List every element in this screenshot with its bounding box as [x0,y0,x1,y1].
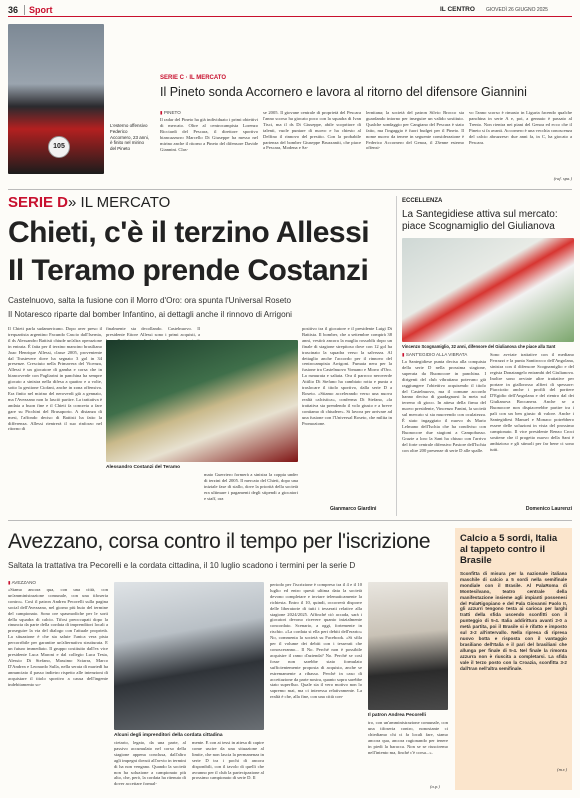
bottom-story-subhead: Saltata la trattativa tra Pecorelli e la cordata cittadina, il 10 luglio scadono i termini per la serie D [8,561,356,570]
main-story-subhead-2: Il Notaresco riparte dal bomber Infantino, ai dettagli anche il rinnovo di Arrigoni [8,310,292,319]
page-number: 36 [8,5,19,15]
bottom-story-signature: (a.p.) [430,784,440,789]
bottom-story-headline: Avezzano, corsa contro il tempo per l'iscrizione [8,530,431,553]
main-story-col1: Il Chieti parla sudamericano. Dopo aver preso il trequartista argentino Facundo Cascio dall'Isernia, il ds Alessandro Battisti chiude un'altra operazione in entrata. È fatta per il terzino mancino brasiliano Joao Henrique Allessi, classe 2005, proveniente dal Trastevere dove ha segnato 3 gol in 34 presenze. Cresciuto nella Primavera del Vicenza, Allessi è un giocatore di gamba e corsa che in biancoverde con Pagliarini in panchina ha sempre giocato a sinistra nella difesa a quattro e a volte, sotto la gestione Ciofani, anche in zona offensiva. Era finito nel mirino del neroverdi già a gennaio, ma l'Avezzano non lo lasciò partire. La trattativa è andata a buon fine e il Chieti fa concreta a fare gare su Picchini del Brusaporto. A distanza di mesi, l'affondo deciso di Battisti ha fatto la differenza. Allessi rientrerà il suo rinforzo nel ritorno di [8,326,102,432]
header-date: GIOVEDÌ 26 GIUGNO 2025 [486,7,548,13]
bottom-story-photo-2 [368,582,448,710]
side-story-headline: La Santegidiese attiva sul mercato: piace Scognamiglio del Giulianova [402,209,558,232]
main-story-headline-1: Chieti, c'è il terzino Allessi [8,216,370,249]
side-divider [396,196,397,516]
bottom-story-col1: «Siamo ancora qua, con una città, con un'amministrazione comunale, con una tifoseria contro». Così il patron Andrea Pecorelli sulla pagina social dell'Avezzano, nel giorno più buio del termine del campionato. Sono ore spasmodiche per le sorti della squadra di calcio. Tifosi preoccupati dopo la rinuncia da parte della cordata di imprenditori locali a proseguire la via del dialogo con l'attuale proprietà. La situazione è che sta salute l'unica vera pista percorribile per garantire un'alternativa strutturata. E un futuro immediato. Il gruppo costituito dall'ex vice presidente Luca Maroni e dal collegio Luca Testa, Alessio Di Stefano, Massimo Sciarra, Marco D'Andrea e Leonardo Sulla, nella serata di martedì ha annunciato il passo indietro rispetto alle intenzioni di acquistare il titolo sportivo a causa dell'ingente indebitamento so- [8,587,108,687]
sidebar-box-body: Sconfitta di misura per la nazionale italiana maschile di calcio a 5 sordi nella semifinale mondiale con il Brasile. Al PalaRoma di Montesilvano, teatro centrale della manifestazione insieme agli impianti possenesi del PalaRigopiano e del Pala Giovanni Paolo II, gli azzurri tengono testa ai carioca per larghi tratti della sfida uscendo sconfitti con il punteggio di 5-4. Italia addirittura avanti 2-0 a metà partita, poi il Brasile si è rifatto e imposto sul 3-2 all'intervallo. Nella ripresa di ripresa nuovo botta e risposta con il vantaggio brasiliano dell'Italia e il pari del brasiliani che allunga per finale di 5-4. Nel finale la rimonta azzurra non è riuscita a completarsi. La sfida vale il terzo posto con la Croazia, sconfitta 3-2 dall'Iran nell'altra semifinale. [460,571,567,671]
sidebar-box-signature: (m.r.) [557,767,567,772]
main-story-col2: finalmente sta decollando. Castelnuovo. Il presidente Ettore Allessi sono i primi acquisti, a [106,326,200,337]
main-story-kicker-section: » IL MERCATO [68,194,171,211]
masthead: IL CENTRO [440,6,475,13]
main-story-col4: positivo tra il giocatore e il presidente Luigi Di Battista. Il bomber, che a settembre compirà 38 anni, vestirà ancora la maglia rossoblù dopo un finale di stagione strepitoso dove con 12 gol ha trascinato la squadra verso la salvezza. Al dettaglio anche l'accordo per il rinnovo del centrocampista Arrigoni. Fumata nera per la fusione tra Castelnuovo Vomano e Morro d'Oro. La rumurata e saltata. Ora il parroco neroverde Attilio Di Stefano ha cambiato rotta e punta a traslocare il titolo sportivo, dalla serie D a Roseto. «Stiamo accelerando verso una nuova realtà calcistica», conferma Di Stefano, «la trattativa sta prendendo il volo giusto e a breve contiamo di chiudere». Si lavora per arrivare ad una fusione con l'Universal Roseto, che milita in Promozione. [302,326,392,426]
top-story-col1: Il radar del Pineto ha già individuato i primi obiettivi di mercato. Oltre al centrocampista Lorenzo Ricciardi del Pescara, il direttore sportivo biancazzurro Marcello Di Giuseppe ha messo nel mirino anche il ritorno a Pineto del difensore Davide Giannini. Clas- [160,117,258,152]
bottom-story-photo [114,582,264,730]
divider [8,520,572,521]
main-story-photo [106,340,298,462]
top-story-col4: vo l'anno scorso è rimasto in Liguria facendo qualche panchina in serie A e, poi, a gennaio è passato al Trento. Non rientra nei piani del Genoa ed ecco che il Pineto si fa avanti. Accornero è una vecchia conoscenza del calcio abruzzese: due anni fa, in C, ha giocato a Pescara. [469,110,572,145]
top-story-headline: Il Pineto sonda Accornero e lavora al ritorno del difensore Giannini [160,85,527,99]
side-story-photo-caption: Vincenzo Scognamiglio, 32 anni, difensore del Giulianova che piace alla Sant [402,344,556,349]
top-story-byline [160,110,181,116]
side-story-col1: La Santegidiese punta decisa alla conquista della serie D nella prossima stagione, superata da Buonocore in panchina. I dirigenti del club vibratiano potevano già raggiungere l'obiettivo acquisendo il titolo del Castelnuovo, ma il comune accordo hanno deciso di guadagnarsi la meta sul terreno di gioco. In attesa della firma del nuovo presidente, Vincenzo Fanini, la società sul mercato si sta muovendo con oculatezza. È stato ingaggiato il nuovo ds Mario Lelmano dell'Ischia che ha condiviso con Buonocore due stagioni a Campobasso. Grazie a loro la Sant ha chiuso con l'arrivo del forte centrale difensivo Pastore dell'Ischia con oltre 200 presenze di serie D alle spalle. [402,359,486,453]
bottom-story-col4: periodo per l'iscrizione è compreso tra il 4 e il 10 luglio ed entro questi ultima data la società devono completare e inviare telematicamente la richiesta. Entro il 10, quindi, occorrerà disporre delle liberatorie di tutti i tesserati relative alla stagione 2024/2025. Affinché ciò accada, sarà i giocatori devono ricevere quanto inizialmente concordato. Scenario, a oggi, fortemente in rischio. «La cordata si ella peri debiti dell'erario» No, commenta la società su Facebook. «Si sfila per il volume dei debiti con i tesserati che conosceranno... Il No. Perché non è possibile acquisire il ramo d'azienda? No. Perché se così fosse non sarebbe stato formulato sufficientemente proposta di acquisto, anche se estremamente a ribasso. Perché in caso di accettazione da parte nostra, quanto sopra sarebbe stato superfluo. Quale sia il vero motivo non lo sapremo mai, ma ci interessa relativamente. La realtà è che, alla fine, con una città con- [270,582,362,700]
side-story-kicker: ECCELLENZA [402,198,443,204]
main-story-photo-caption: Alessandro Costanzi del Teramo [106,465,298,470]
main-story-subhead-1: Castelnuovo, salta la fusione con il Morro d'Oro: ora spunta l'Universal Roseto [8,296,292,305]
main-story-kicker [8,194,170,211]
jersey-badge-icon: 105 [48,136,70,158]
sidebar-box [455,528,572,790]
top-story-col3: lernitana; la società del patron Silvio Brocco sta guardando intorno per inseguire un valido sostituto. Qualche sondaggio per Cangiano del Pescara è stato fatto, ma l'ingaggio è fuori budget per il Pineto. Il nome nuovo da tenere in seguente considerazione è Federico Accornero del Genoa, il 23enne esterno offensi- [366,110,464,151]
main-story-kicker-league: SERIE D [8,194,69,211]
bottom-story-photo-caption: Alcuni degli imprenditori della cordata cittadina [114,733,223,738]
top-story-photo-caption: L'esterno offensivo Federico Accornero, 23 anni, è finito nel mirino del Pineto [110,123,150,152]
main-story-headline-2: Il Teramo prende Costanzi [8,254,369,287]
bottom-story-byline-text: AVEZZANO [11,580,36,585]
bottom-story-col2: cietario, legato, da una parte, al passivo accumulato nel corso della stagione appena conclusa, dall'altro agli impegni dovuti all'avvio in termini di ha non vengano. Quando la società non ha soluzione a campionato più alto, che, però, la cordata ha ritenuto di dover accettare formal- [114,740,186,787]
side-story-byline [402,352,467,358]
main-story-signature: Gianmarco Giardini [330,506,377,512]
side-story-photo [402,238,574,342]
side-story-col2: Sono avviate trattative con il mediano Ferrazzi e la punta Santirocco dell'Angolana, sinistra con il difensore Scognamiglio e del regista Donatangelo entrambi del Giulianova. Inoltre sono avviate altre trattative per portare in giallorosso alfieri di spessore: Piacciotto anche i profili del portiere D'Egidio dell'Angolana e del rientro dal dei Giulianova Boccanera. Anche se a Buonocore non dispiacerebbe partire tra i pali con un ben giusto di valore. Anche i Santegidiesi Manuel e Monaco potrebbero essere delle soluzioni in vista del prossimo campionato. Il vice presidente Renzo Croci sostiene che il progetto nuovo della Sant è ambizioso e gli stimoli per far bene ci sono tutti. [490,352,574,452]
location-icon: ▮ [402,352,406,357]
side-story-signature: Domenico Laurenzi [525,506,572,512]
section-name: Sport [24,5,53,15]
location-icon: ▮ [160,110,164,115]
top-story-col2: se 2005. Il giovane centrale di proprietà del Pescara l'anno scorso ha giocato poco con la squadra di Ivan Tisci, ma il ds Di Giuseppe, abile scopritore di talenti, vuole puntare di nuovo e ha chiesto al Delfino il rinnovo del prestito. Con la probabile partenza del bomber Giuseppe Bruzzaniti, che piace a Pescara, Modena e Sa- [263,110,361,151]
divider [8,189,572,190]
location-icon: ▮ [8,580,12,585]
bottom-story-col3: mente. E con ai tessi in attesa di capire come uscire da una situazione al limite, che non lascia la permanenza in serie D tra i pochi di ancora disponibili, con il tavolo di quelli che avranno per il club la partecipazione al prossimo campionato di serie D. Il [192,740,264,781]
top-story-kicker: SERIE C · IL MERCATO [160,75,227,81]
bottom-story-photo2-caption: Il patron Andrea Pecorelli [368,713,426,718]
top-story-photo [8,24,104,174]
top-story-signature: (raf. spa.) [553,176,572,181]
top-story-byline-text: PINETO [163,110,181,115]
side-story-byline-text: SANT'EGIDIO ALLA VIBRATA [405,352,468,357]
main-story-col3: mato Guerriero formerà a sinistra la coppia under di terzini del 2005. Il mercato del Chieti, dopo una iniziale fase di stallo, dove la priorità della società era ultimare i pagamenti degli stipendi a giocatori e staff, ora [204,472,298,501]
bottom-story-byline [8,580,36,586]
bottom-story-col5: tro, con un'amministrazione comunale, con una tifoseria contro, nonostante ci chiediamo chi ci fa locali fare, siamo ancora qua, ancora ragionando per tenere in piedi la baracca. Non se se riusciremo nell'intento ma, finché c'è corsa...». [368,720,448,755]
page-header [8,5,572,17]
sidebar-box-headline: Calcio a 5 sordi, Italia al tappeto contro il Brasile [460,533,558,566]
